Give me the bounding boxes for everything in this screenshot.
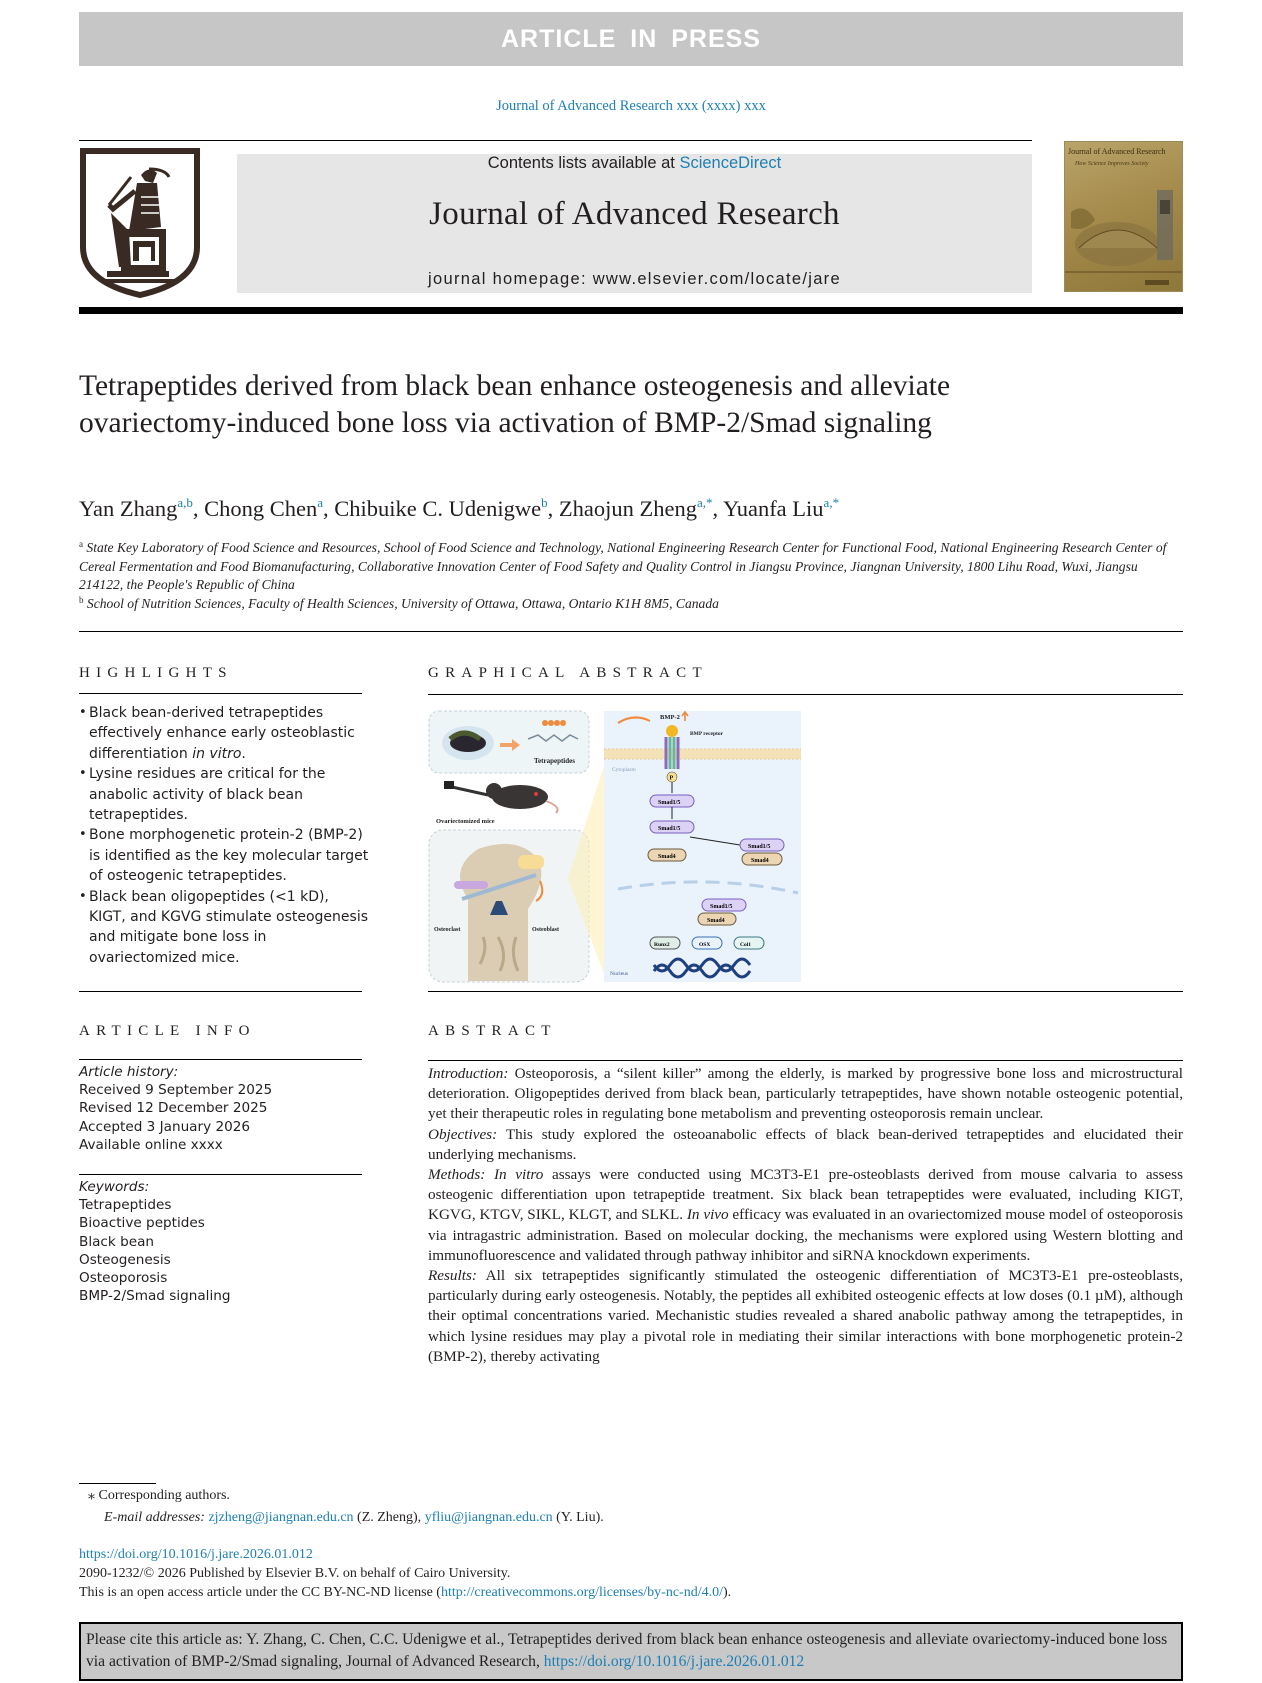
corresponding-authors-note: ⁎ Corresponding authors. [88, 1488, 230, 1503]
affiliation: $^a$ State Key Laboratory of Food Science and Resources, School of Food Science and Technology, National Engineering Research Center for Functional Food, National Engineering Research Center of Cereal Fermentation and Food Biomanufacturing, Collaborative Innovation Center of Food Safety and Quality Control in Jiangsu Province, Jiangnan University, 1800 Lihu Road, Wuxi, Jiangsu 214122, the People's Republic of China [79, 539, 1167, 592]
mouse-icon [444, 781, 558, 813]
highlight-item: • Lysine residues are critical for the anabolic activity of black bean tetrapeptides. [79, 764, 369, 825]
journal-homepage-link[interactable]: journal homepage: www.elsevier.com/locate/jare [428, 270, 841, 288]
divider [79, 693, 362, 694]
license-line: This is an open access article under the CC BY-NC-ND license (http://creativecommons.org/licenses/by-nc-nd/4.0/). [79, 1585, 732, 1600]
cover-tagline: How Science Improves Society [1075, 161, 1149, 167]
article-history-label: Article history: [79, 1064, 179, 1080]
divider [79, 631, 1183, 632]
label-osx: OSX [699, 942, 711, 948]
highlights-list [79, 703, 369, 968]
email-link-zheng[interactable]: zjzheng@jiangnan.edu.cn [208, 1510, 354, 1525]
keywords [79, 1178, 369, 1305]
author[interactable]: Zhaojun Zheng$^{a,*}$, [558, 495, 723, 521]
keyword: Tetrapeptides [79, 1197, 172, 1214]
author-list [79, 495, 1183, 523]
header-thick-rule [79, 307, 1183, 314]
affiliation: $^b$ School of Nutrition Sciences, Faculty of Health Sciences, University of Ottawa, Ottawa, Ontario K1H 8M5, Canada [79, 594, 719, 611]
label-cytoplasm: Cytoplasm [612, 767, 636, 773]
label-smad4: Smad4 [658, 854, 676, 860]
divider [79, 1059, 362, 1060]
author[interactable]: Yan Zhang$^{a,b}$, [79, 495, 205, 521]
history-online: Available online xxxx [79, 1136, 223, 1153]
article-in-press-banner [79, 12, 1183, 66]
history-revised: Revised 12 December 2025 [79, 1100, 268, 1117]
highlight-item: • Black bean oligopeptides (<1 kD), KIGT, and KGVG stimulate osteogenesis and mitigate bone loss in ovariectomized mice. [79, 887, 369, 969]
email-addresses: E-mail addresses: zjzheng@jiangnan.edu.cn (Z. Zheng), yfliu@jiangnan.edu.cn (Y. Liu). [104, 1510, 604, 1525]
author-affil-mark: b [541, 495, 548, 510]
graphical-abstract-figure[interactable] [428, 709, 803, 984]
article-title: Tetrapeptides derived from black bean enhance osteogenesis and alleviate ovariectomy-induced bone loss via activation of BMP-2/Smad signaling [79, 370, 951, 439]
label-smad4: Smad4 [707, 918, 725, 924]
divider [79, 991, 362, 992]
keyword: Osteoporosis [79, 1270, 168, 1287]
thoth-shield-icon [79, 147, 201, 299]
highlight-item: • Black bean-derived tetrapeptides effectively enhance early osteoblastic differentiation in vitro. [79, 703, 369, 764]
author-affil-mark: a,b [177, 495, 193, 510]
label-smad15: Smad1/5 [658, 826, 681, 832]
divider [79, 1174, 362, 1175]
label-runx2: Runx2 [654, 942, 670, 948]
highlights-heading: HIGHLIGHTS [79, 665, 233, 681]
label-osteoblast: Osteoblast [532, 927, 559, 933]
journal-cover-thumbnail [1064, 141, 1183, 292]
author-affil-mark: a [317, 495, 324, 510]
email-label: E-mail addresses: [104, 1510, 205, 1525]
footnote-rule [79, 1483, 156, 1484]
author[interactable]: Chibuike C. Udenigwe$^b$, [334, 495, 559, 521]
keyword: BMP-2/Smad signaling [79, 1288, 231, 1305]
divider [428, 1060, 1183, 1061]
article-in-press-text: ARTICLE IN PRESS [501, 24, 761, 53]
cover-illustration-icon [1065, 172, 1183, 292]
label-smad15: Smad1/5 [748, 844, 771, 850]
highlight-item: • Bone morphogenetic protein-2 (BMP-2) is identified as the key molecular target of osteogenic tetrapeptides. [79, 825, 369, 886]
label-ovariectomized-mice: Ovariectomized mice [436, 818, 495, 825]
abstract-methods: Methods: In vitro assays were conducted using MC3T3-E1 pre-osteoblasts derived from mouse calvaria to assess osteogenic differentiation upon tetrapeptide treatment. Six black bean tetrapeptides were evaluated, including KIGT, KGVG, KTGV, SIKL, KLGT, and SLKL. In vivo efficacy was evaluated in an ovariectomized mouse model of osteoporosis via intragastric administration. Based on molecular docking, the mechanisms were explored using Western blotting and immunofluorescence and validated through pathway inhibitor and siRNA knockdown experiments. [428, 1166, 1183, 1264]
label-smad15: Smad1/5 [710, 904, 733, 910]
author[interactable]: Yuanfa Liu$^{a,*}$ [722, 495, 840, 521]
journal-masthead [237, 154, 1032, 293]
journal-name: Journal of Advanced Research [429, 196, 840, 232]
citation-box [79, 1622, 1183, 1681]
citation-doi-link[interactable]: https://doi.org/10.1016/j.jare.2026.01.012 [543, 1652, 805, 1670]
doi-link[interactable]: https://doi.org/10.1016/j.jare.2026.01.012 [79, 1547, 313, 1562]
abstract-objectives: Objectives: This study explored the osteoanabolic effects of black bean-derived tetrapeptides and elucidated their underlying mechanisms. [428, 1125, 1183, 1163]
copyright-line: 2090-1232/© 2026 Published by Elsevier B.V. on behalf of Cairo University. [79, 1566, 511, 1581]
author[interactable]: Chong Chen$^a$, [204, 495, 335, 521]
keyword: Bioactive peptides [79, 1215, 205, 1232]
label-tetrapeptides: Tetrapeptides [534, 757, 575, 765]
article-history [79, 1063, 369, 1154]
header-top-rule [79, 140, 1032, 141]
label-bmp-receptor: BMP receptor [690, 731, 724, 737]
phospho-label: P [669, 775, 674, 782]
email-link-liu[interactable]: yfliu@jiangnan.edu.cn [424, 1510, 553, 1525]
journal-reference-link[interactable]: Journal of Advanced Research xxx (xxxx) xxx [496, 98, 766, 114]
graphical-abstract-heading: GRAPHICAL ABSTRACT [428, 665, 708, 681]
label-bmp2: BMP-2 [660, 714, 680, 721]
affiliations [79, 539, 1183, 613]
article-info-heading: ARTICLE INFO [79, 1023, 256, 1039]
license-link[interactable]: http://creativecommons.org/licenses/by-nc-nd/4.0/ [440, 1585, 723, 1600]
contents-prefix: Contents lists available at [487, 154, 680, 172]
author-affil-mark: a,* [823, 495, 840, 510]
abstract-results: Results: All six tetrapeptides significantly stimulated the osteogenic differentiation of MC3T3-E1 pre-osteoblasts, particularly during early osteogenesis. Notably, the peptides all exhibited osteogenic effects at low doses (0.1 µM), although their optimal concentrations varied. Mechanistic studies revealed a shared anabolic pathway among the tetrapeptides, in which lysine residues may play a pivotal role in mediating their similar interactions with bone morphogenetic protein-2 (BMP-2), thereby activating [428, 1267, 1183, 1365]
divider [428, 694, 1183, 695]
keywords-label: Keywords: [79, 1179, 150, 1195]
sciencedirect-link[interactable]: ScienceDirect [679, 154, 782, 172]
contents-available-line [237, 154, 1032, 173]
label-osteoclast: Osteoclast [434, 927, 461, 933]
cairo-university-logo [79, 147, 201, 299]
label-smad15: Smad1/5 [658, 800, 681, 806]
keyword: Black bean [79, 1233, 155, 1250]
divider [428, 991, 1183, 992]
label-col1: Col1 [740, 942, 751, 948]
history-accepted: Accepted 3 January 2026 [79, 1118, 251, 1135]
keyword: Osteogenesis [79, 1251, 171, 1268]
abstract-heading: ABSTRACT [428, 1023, 557, 1039]
abstract-introduction: Introduction: Osteoporosis, a “silent killer” among the elderly, is marked by progressive bone loss and microstructural deterioration. Oligopeptides derived from black bean, particularly tetrapeptides, have shown notable osteogenic potential, yet their therapeutic roles in regulating bone metabolism and preventing osteoporosis remain unclear. [428, 1065, 1184, 1123]
author-affil-mark: a,* [697, 495, 713, 510]
label-nucleus: Nucleus [610, 971, 629, 977]
bmp-smad-pathway-diagram [428, 709, 803, 984]
cover-title: Journal of Advanced Research [1068, 147, 1166, 156]
abstract-body [428, 1064, 1183, 1367]
label-smad4: Smad4 [751, 858, 769, 864]
citation-text: Please cite this article as: Y. Zhang, C. Chen, C.C. Udenigwe et al., Tetrapeptides derived from black bean enhance osteogenesis and alleviate ovariectomy-induced bone loss via activation of BMP-2/Smad signaling, Journal of Advanced Research, [86, 1631, 1168, 1670]
history-received: Received 9 September 2025 [79, 1082, 273, 1099]
